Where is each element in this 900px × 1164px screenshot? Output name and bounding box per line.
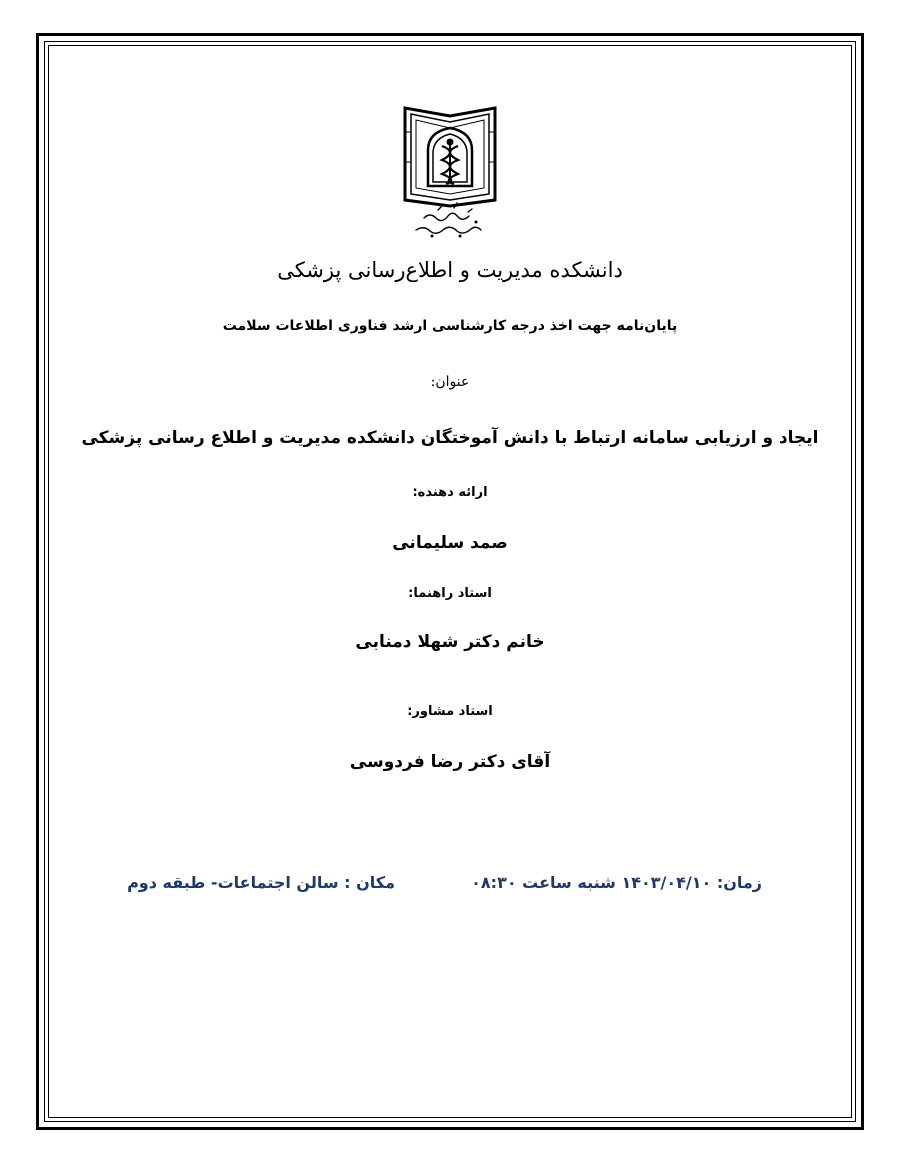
university-logo	[380, 102, 520, 242]
advisor-name: آقای دکتر رضا فردوسی	[349, 752, 551, 772]
defense-time: زمان: ۱۴۰۳/۰۴/۱۰ شنبه ساعت ۰۸:۳۰	[471, 873, 762, 892]
defense-place: مکان : سالن اجتماعات- طبقه دوم	[127, 873, 395, 892]
presenter-label: ارائه دهنده:	[412, 485, 488, 500]
faculty-name: دانشکده مدیریت و اطلاع‌رسانی پزشکی	[277, 258, 623, 282]
presenter-name: صمد سلیمانی	[392, 533, 508, 553]
thesis-title: ایجاد و ارزیابی سامانه ارتباط با دانش آموختگان دانشکده مدیریت و اطلاع رسانی پزشکی	[81, 428, 819, 448]
advisor-label: استاد مشاور:	[407, 704, 493, 719]
title-label: عنوان:	[430, 374, 470, 390]
supervisor-name: خانم دکتر شهلا دمنابی	[355, 632, 545, 652]
supervisor-label: استاد راهنما:	[408, 586, 492, 601]
degree-statement: پایان‌نامه جهت اخذ درجه کارشناسی ارشد فناوری اطلاعات سلامت	[222, 318, 678, 334]
